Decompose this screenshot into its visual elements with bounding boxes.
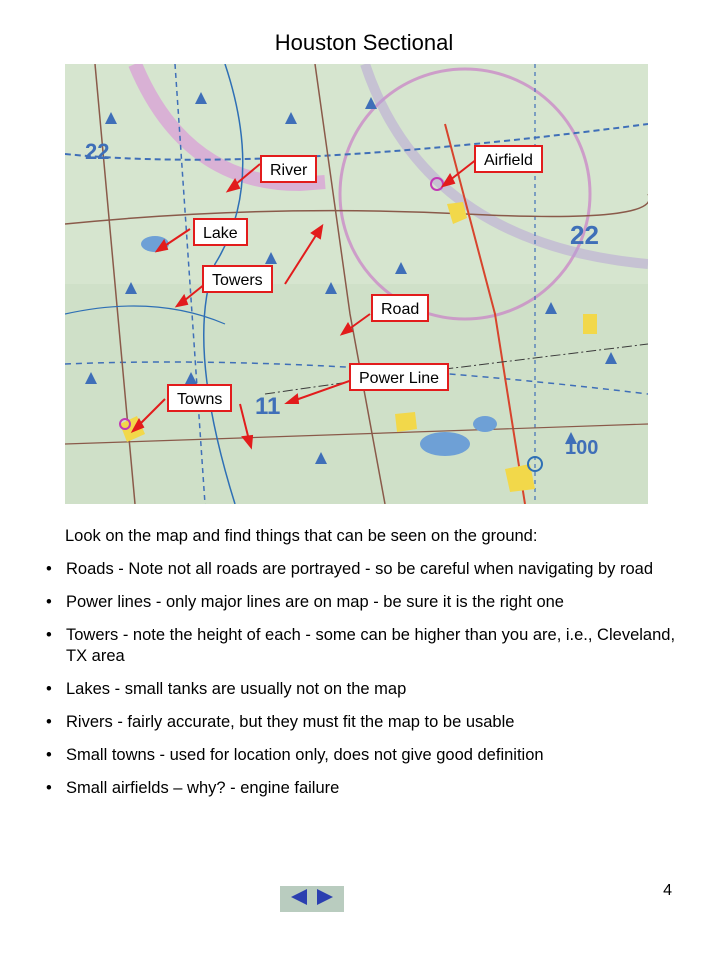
intro-text: Look on the map and find things that can be seen on the ground: [65, 527, 538, 545]
page-title: Houston Sectional [274, 30, 454, 55]
bullet-small-towns: • Small towns - used for location only, does not give good definition [46, 745, 686, 766]
slide-nav [280, 886, 344, 912]
svg-text:22: 22 [570, 220, 599, 250]
svg-text:100: 100 [565, 437, 599, 459]
bullet-roads: • Roads - Note not all roads are portrayed - so be careful when navigating by road [46, 559, 686, 580]
triangle-right-icon[interactable] [316, 889, 334, 910]
svg-text:22: 22 [85, 139, 110, 164]
bullet-list [46, 559, 686, 811]
bullet-small-airfields: • Small airfields – why? - engine failure [46, 778, 686, 799]
callout-road: Road [371, 294, 429, 322]
sectional-map [65, 64, 648, 504]
callout-lake: Lake [193, 218, 248, 246]
triangle-left-icon[interactable] [290, 889, 308, 910]
callout-river: River [260, 155, 317, 183]
bullet-lakes: • Lakes - small tanks are usually not on the map [46, 679, 686, 700]
page-number: 4 [663, 882, 672, 899]
callout-airfield: Airfield [474, 145, 543, 173]
bullet-power-lines: • Power lines - only major lines are on map - be sure it is the right one [46, 592, 686, 613]
map-graphic [65, 64, 648, 504]
bullet-towers: • Towers - note the height of each - some can be higher than you are, i.e., Cleveland, TX area [46, 625, 686, 667]
callout-power-line: Power Line [349, 363, 449, 391]
callout-towers: Towers [202, 265, 273, 293]
bullet-rivers: • Rivers - fairly accurate, but they must fit the map to be usable [46, 712, 686, 733]
callout-towns: Towns [167, 384, 232, 412]
svg-text:11: 11 [255, 393, 281, 420]
